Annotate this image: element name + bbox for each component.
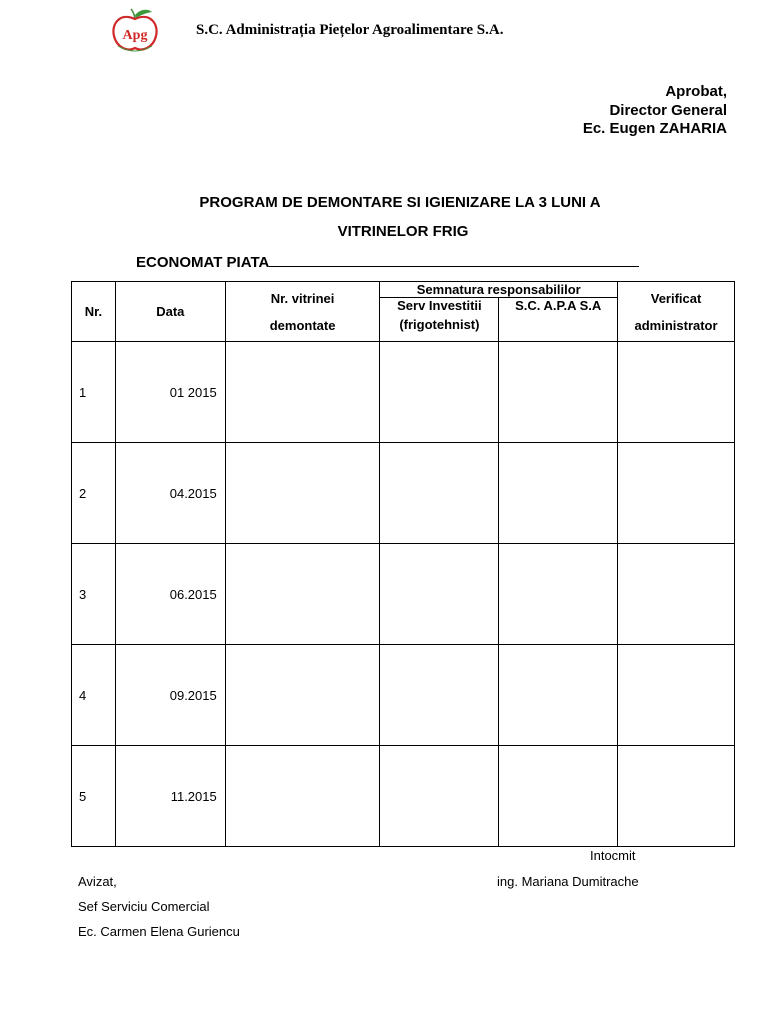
row-date: 09.2015 bbox=[115, 645, 225, 746]
row-serv-cell[interactable] bbox=[380, 342, 499, 443]
intocmit-label: Intocmit bbox=[590, 848, 636, 863]
row-verificat-cell[interactable] bbox=[618, 443, 735, 544]
economat-field bbox=[136, 253, 639, 271]
row-vitrine-cell[interactable] bbox=[225, 746, 380, 847]
row-apa-cell[interactable] bbox=[499, 645, 618, 746]
approval-label: Aprobat, bbox=[665, 83, 727, 100]
row-vitrine-cell[interactable] bbox=[225, 443, 380, 544]
row-nr: 5 bbox=[72, 746, 116, 847]
header-serv-investitii bbox=[380, 298, 499, 342]
header-verificat bbox=[618, 282, 735, 342]
row-date: 06.2015 bbox=[115, 544, 225, 645]
avizat-label: Avizat, bbox=[78, 874, 117, 889]
row-verificat-cell[interactable] bbox=[618, 645, 735, 746]
header-apa: S.C. A.P.A S.A bbox=[499, 298, 618, 342]
economat-blank-line bbox=[269, 253, 639, 267]
header-verificat-line1: Verificat bbox=[650, 290, 702, 306]
company-name: S.C. Administrația Piețelor Agroalimentare S.A. bbox=[196, 22, 504, 38]
header-data: Data bbox=[115, 282, 225, 342]
table-row bbox=[72, 544, 735, 645]
document-title: PROGRAM DE DEMONTARE SI IGIENIZARE LA 3 LUNI A bbox=[199, 194, 601, 211]
company-logo bbox=[108, 6, 162, 56]
row-date: 01 2015 bbox=[115, 342, 225, 443]
intocmit-name: ing. Mariana Dumitrache bbox=[497, 874, 639, 889]
table-row bbox=[72, 645, 735, 746]
row-nr: 1 bbox=[72, 342, 116, 443]
row-apa-cell[interactable] bbox=[499, 746, 618, 847]
header-serv-line1: Serv Investitii bbox=[397, 298, 482, 313]
row-serv-cell[interactable] bbox=[380, 544, 499, 645]
row-serv-cell[interactable] bbox=[380, 443, 499, 544]
avizat-name: Ec. Carmen Elena Guriencu bbox=[78, 924, 240, 939]
avizat-role: Sef Serviciu Comercial bbox=[78, 899, 210, 914]
row-verificat-cell[interactable] bbox=[618, 544, 735, 645]
table-row bbox=[72, 746, 735, 847]
row-apa-cell[interactable] bbox=[499, 544, 618, 645]
table-row bbox=[72, 342, 735, 443]
header-semnatura: Semnatura responsabililor bbox=[380, 282, 618, 298]
row-serv-cell[interactable] bbox=[380, 746, 499, 847]
row-apa-cell[interactable] bbox=[499, 342, 618, 443]
header-serv-line2: (frigotehnist) bbox=[399, 317, 480, 332]
row-nr: 4 bbox=[72, 645, 116, 746]
row-apa-cell[interactable] bbox=[499, 443, 618, 544]
header-vitrine-line1: Nr. vitrinei bbox=[270, 290, 335, 306]
approval-role: Director General bbox=[609, 101, 727, 119]
header-verificat-line2: administrator bbox=[634, 317, 718, 333]
approval-block bbox=[583, 83, 727, 139]
row-vitrine-cell[interactable] bbox=[225, 544, 380, 645]
economat-label: ECONOMAT PIATA bbox=[136, 254, 270, 271]
header-vitrine bbox=[225, 282, 380, 342]
svg-text:Apg: Apg bbox=[122, 28, 148, 43]
row-vitrine-cell[interactable] bbox=[225, 342, 380, 443]
row-date: 04.2015 bbox=[115, 443, 225, 544]
row-verificat-cell[interactable] bbox=[618, 342, 735, 443]
row-nr: 3 bbox=[72, 544, 116, 645]
row-vitrine-cell[interactable] bbox=[225, 645, 380, 746]
approval-name: Ec. Eugen ZAHARIA bbox=[582, 120, 727, 137]
row-verificat-cell[interactable] bbox=[618, 746, 735, 847]
row-nr: 2 bbox=[72, 443, 116, 544]
document-subtitle: VITRINELOR FRIG bbox=[337, 223, 469, 240]
header-nr: Nr. bbox=[72, 282, 116, 342]
header-vitrine-line2: demontate bbox=[269, 317, 336, 333]
schedule-table bbox=[71, 281, 735, 847]
row-serv-cell[interactable] bbox=[380, 645, 499, 746]
table-row bbox=[72, 443, 735, 544]
row-date: 11.2015 bbox=[115, 746, 225, 847]
